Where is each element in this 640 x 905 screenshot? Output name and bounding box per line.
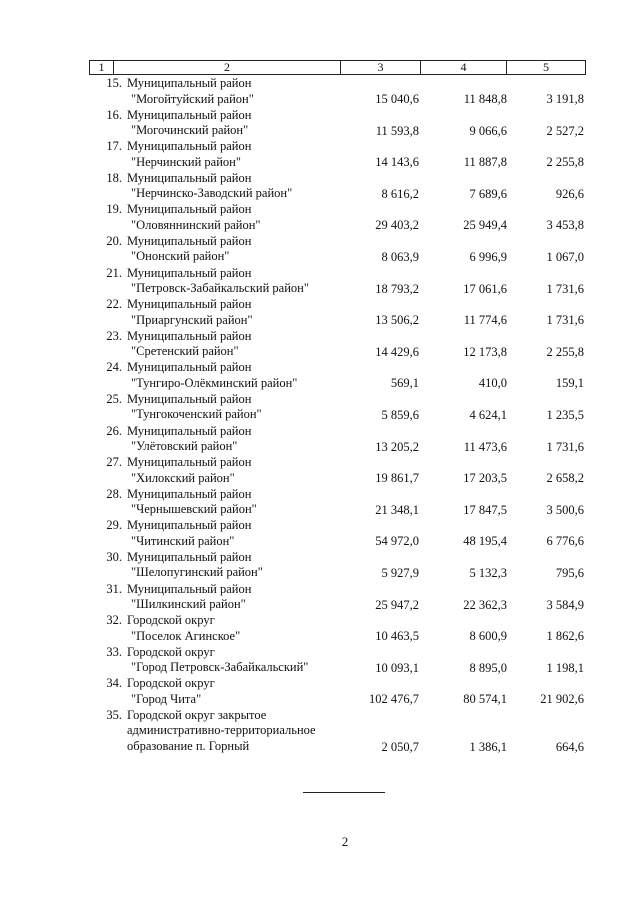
value-col-4: 1 386,1: [469, 740, 507, 755]
row-number: 26.: [106, 423, 122, 438]
row-name-line: Муниципальный район: [127, 233, 252, 248]
row-name-line: "Город Чита": [131, 691, 202, 706]
table-row: [89, 582, 585, 614]
row-name-line: Муниципальный район: [127, 297, 252, 312]
row-name-line: "Нерчинско-Заводский район": [131, 186, 293, 201]
row-name-line: Муниципальный район: [127, 391, 252, 406]
table-row: [89, 360, 585, 392]
value-col-5: 2 527,2: [546, 123, 584, 138]
value-col-3: 8 616,2: [381, 186, 419, 201]
table-row: [89, 676, 585, 708]
row-name-line: "Тунгокоченский район": [131, 407, 262, 422]
value-col-4: 8 895,0: [469, 660, 507, 675]
table-row: [89, 518, 585, 550]
row-number: 21.: [106, 265, 122, 280]
row-name-line: образование п. Горный: [127, 738, 250, 753]
value-col-4: 17 061,6: [463, 281, 507, 296]
row-name-line: "Шелопугинский район": [131, 565, 263, 580]
table-row: [89, 424, 585, 456]
row-number: 16.: [106, 107, 122, 122]
value-col-3: 14 143,6: [375, 155, 419, 170]
value-col-5: 2 255,8: [546, 155, 584, 170]
row-number: 30.: [106, 549, 122, 564]
value-col-3: 10 463,5: [375, 629, 419, 644]
table-row: [89, 645, 585, 677]
table-row: [89, 392, 585, 424]
row-name-line: Муниципальный район: [127, 549, 252, 564]
row-name-line: "Сретенский район": [131, 344, 239, 359]
value-col-3: 5 859,6: [381, 408, 419, 423]
table-row: [89, 108, 585, 140]
value-col-4: 25 949,4: [463, 218, 507, 233]
row-name-line: Муниципальный район: [127, 265, 252, 280]
row-name-line: "Приаргунский район": [131, 312, 253, 327]
header-col-3: 3: [341, 61, 421, 75]
header-col-5: 5: [507, 61, 586, 75]
row-number: 31.: [106, 581, 122, 596]
value-col-3: 21 348,1: [375, 502, 419, 517]
row-name-line: Муниципальный район: [127, 360, 252, 375]
value-col-4: 9 066,6: [469, 123, 507, 138]
page-number: 2: [341, 834, 349, 849]
row-number: 29.: [106, 518, 122, 533]
table-row: [89, 171, 585, 203]
value-col-4: 7 689,6: [469, 186, 507, 201]
row-name-line: "Могойтуйский район": [131, 91, 254, 106]
value-col-3: 13 506,2: [375, 313, 419, 328]
value-col-3: 29 403,2: [375, 218, 419, 233]
value-col-5: 664,6: [555, 740, 584, 755]
row-name-line: Городской округ: [127, 644, 215, 659]
row-name-line: "Ононский район": [131, 249, 230, 264]
value-col-3: 102 476,7: [369, 692, 419, 707]
row-name-line: административно-территориальное: [127, 723, 316, 738]
value-col-4: 17 203,5: [463, 471, 507, 486]
header-col-4: 4: [421, 61, 507, 75]
value-col-4: 11 774,6: [463, 313, 507, 328]
table-row: [89, 613, 585, 645]
value-col-3: 5 927,9: [381, 566, 419, 580]
row-number: 32.: [106, 613, 122, 628]
row-name-line: Муниципальный район: [127, 581, 252, 596]
row-name-line: Муниципальный район: [127, 486, 252, 501]
row-number: 20.: [106, 233, 122, 248]
value-col-3: 13 205,2: [375, 439, 419, 454]
value-col-5: 159,1: [555, 376, 584, 391]
value-col-3: 569,1: [390, 376, 419, 391]
value-col-4: 410,0: [478, 376, 507, 391]
row-number: 19.: [106, 202, 122, 217]
table-row: [89, 76, 585, 108]
row-name-line: Городской округ: [127, 676, 215, 691]
row-number: 22.: [106, 297, 122, 312]
value-col-3: 54 972,0: [375, 534, 419, 549]
value-col-5: 21 902,6: [540, 692, 584, 707]
row-name-line: Городской округ: [127, 613, 215, 628]
table-row: [89, 202, 585, 234]
value-col-3: 15 040,6: [375, 92, 419, 107]
value-col-3: 14 429,6: [375, 344, 419, 359]
row-name-line: "Нерчинский район": [131, 154, 241, 169]
row-number: 18.: [106, 170, 122, 185]
value-col-4: 80 574,1: [463, 692, 507, 707]
value-col-5: 1 198,1: [546, 660, 584, 675]
row-name-line: Муниципальный район: [127, 76, 252, 90]
row-name-line: Муниципальный район: [127, 202, 252, 217]
row-name-line: "Поселок Агинское": [131, 628, 241, 643]
table-row: [89, 329, 585, 361]
value-col-4: 8 600,9: [469, 629, 507, 644]
value-col-4: 11 887,8: [463, 155, 507, 170]
table-row: [89, 234, 585, 266]
value-col-3: 25 947,2: [375, 597, 419, 612]
row-name-line: "Чернышевский район": [131, 502, 257, 517]
end-rule: [303, 792, 385, 793]
value-col-4: 48 195,4: [463, 534, 507, 549]
row-name-line: Городской округ закрытое: [127, 707, 267, 722]
table-row: [89, 708, 585, 756]
value-col-5: 1 731,6: [546, 439, 584, 454]
row-name-line: "Оловяннинский район": [131, 217, 261, 232]
row-number: 23.: [106, 328, 122, 343]
value-col-5: 1 235,5: [546, 408, 584, 423]
value-col-4: 17 847,5: [463, 502, 507, 517]
value-col-4: 5 132,3: [469, 566, 507, 580]
value-col-3: 11 593,8: [375, 123, 419, 138]
value-col-5: 1 731,6: [546, 313, 584, 328]
row-name-line: Муниципальный район: [127, 107, 252, 122]
row-number: 33.: [106, 644, 122, 659]
row-name-line: "Читинский район": [131, 533, 235, 548]
row-name-line: "Тунгиро-Олёкминский район": [131, 375, 298, 390]
value-col-4: 4 624,1: [469, 408, 507, 423]
header-row: [90, 61, 586, 75]
row-name-line: "Город Петровск-Забайкальский": [131, 660, 309, 675]
row-name-line: "Петровск-Забайкальский район": [131, 281, 309, 296]
row-name-line: "Шилкинский район": [131, 597, 246, 611]
value-col-4: 12 173,8: [463, 344, 507, 359]
value-col-5: 3 500,6: [546, 502, 584, 517]
row-number: 24.: [106, 360, 122, 375]
row-name-line: Муниципальный район: [127, 170, 252, 185]
row-number: 35.: [106, 707, 122, 722]
row-number: 34.: [106, 676, 122, 691]
table-row: [89, 550, 585, 582]
value-col-5: 1 731,6: [546, 281, 584, 296]
value-col-3: 10 093,1: [375, 660, 419, 675]
value-col-5: 795,6: [555, 566, 584, 580]
table-row: [89, 139, 585, 171]
value-col-3: 2 050,7: [381, 740, 419, 755]
value-col-3: 8 063,9: [381, 250, 419, 265]
table-row: [89, 266, 585, 298]
table-header: [89, 60, 586, 75]
row-name-line: Муниципальный район: [127, 518, 252, 533]
row-name-line: "Улётовский район": [131, 439, 238, 454]
row-name-line: Муниципальный район: [127, 455, 252, 470]
value-col-4: 22 362,3: [463, 597, 507, 612]
table-row: [89, 297, 585, 329]
value-col-5: 3 191,8: [546, 92, 584, 107]
value-col-5: 3 453,8: [546, 218, 584, 233]
value-col-5: 6 776,6: [546, 534, 584, 549]
value-col-5: 2 658,2: [546, 471, 584, 486]
header-col-2: 2: [114, 61, 341, 75]
value-col-5: 2 255,8: [546, 344, 584, 359]
table-body: [89, 76, 585, 756]
row-name-line: "Могочинский район": [131, 123, 249, 138]
value-col-3: 19 861,7: [375, 471, 419, 486]
row-name-line: Муниципальный район: [127, 423, 252, 438]
table-row: [89, 455, 585, 487]
row-name-line: Муниципальный район: [127, 139, 252, 154]
row-number: 27.: [106, 455, 122, 470]
value-col-5: 1 067,0: [546, 250, 584, 265]
value-col-3: 18 793,2: [375, 281, 419, 296]
row-name-line: "Хилокский район": [131, 470, 235, 485]
header-col-1: 1: [90, 61, 114, 75]
row-name-line: Муниципальный район: [127, 328, 252, 343]
value-col-5: 3 584,9: [546, 597, 584, 612]
value-col-5: 1 862,6: [546, 629, 584, 644]
row-number: 17.: [106, 139, 122, 154]
row-number: 28.: [106, 486, 122, 501]
value-col-5: 926,6: [555, 186, 584, 201]
value-col-4: 11 473,6: [463, 439, 507, 454]
value-col-4: 11 848,8: [463, 92, 507, 107]
row-number: 15.: [106, 76, 122, 90]
table-row: [89, 487, 585, 519]
value-col-4: 6 996,9: [469, 250, 507, 265]
row-number: 25.: [106, 391, 122, 406]
